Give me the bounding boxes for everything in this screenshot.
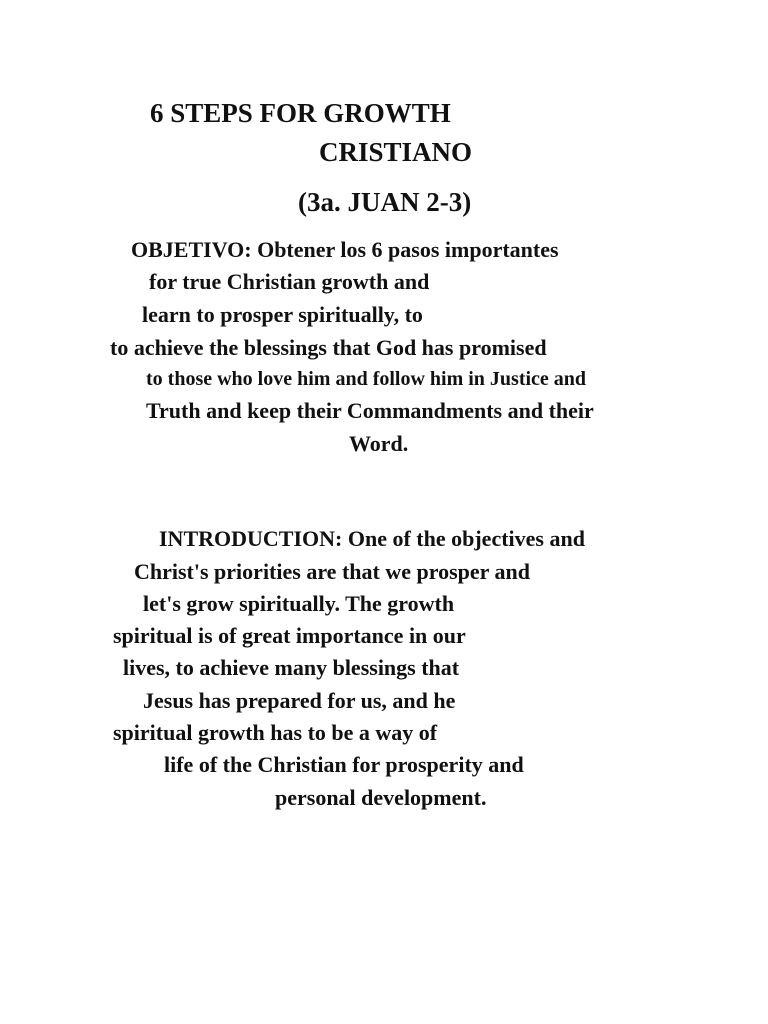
- introduction-line: Jesus has prepared for us, and he: [143, 688, 456, 713]
- title-line-2: CRISTIANO: [319, 137, 473, 167]
- objective-line: OBJETIVO: Obtener los 6 pasos importantes: [131, 237, 559, 262]
- introduction-line: personal development.: [275, 785, 487, 810]
- introduction-line: life of the Christian for prosperity and: [164, 752, 524, 777]
- title-line-1: 6 STEPS FOR GROWTH: [150, 98, 451, 128]
- introduction-line: lives, to achieve many blessings that: [123, 655, 460, 680]
- introduction-line: spiritual is of great importance in our: [113, 623, 466, 648]
- objective-line: learn to prosper spiritually, to: [142, 302, 423, 327]
- objective-line: Truth and keep their Commandments and their: [146, 398, 594, 423]
- objective-line: Word.: [349, 431, 409, 456]
- introduction-line: let's grow spiritually. The growth: [143, 591, 455, 616]
- introduction-line: INTRODUCTION: One of the objectives and: [159, 526, 585, 551]
- introduction-line: spiritual growth has to be a way of: [113, 720, 438, 745]
- objective-line: for true Christian growth and: [149, 269, 430, 294]
- objective-line: to those who love him and follow him in Justice and: [146, 368, 587, 390]
- objective-line: to achieve the blessings that God has promised: [110, 335, 547, 360]
- scripture-reference: (3a. JUAN 2-3): [298, 187, 472, 217]
- introduction-line: Christ's priorities are that we prosper and: [134, 559, 530, 584]
